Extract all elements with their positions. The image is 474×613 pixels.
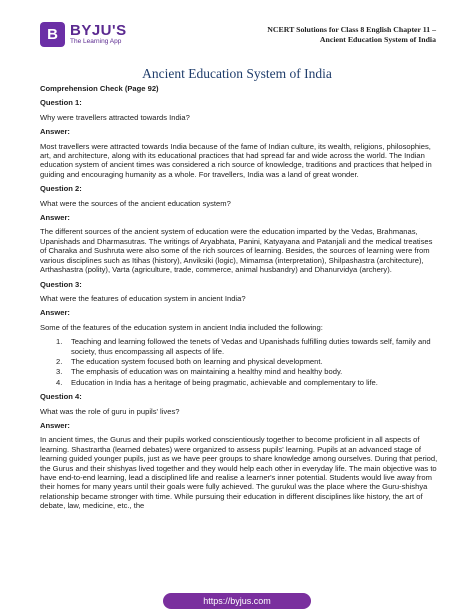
page-header — [0, 0, 474, 70]
document-body — [40, 84, 438, 511]
list-item-text: Education in India has a heritage of being pragmatic, achievable and complementary to life. — [71, 377, 378, 387]
header-title-line-2: Ancient Education System of India — [319, 35, 436, 44]
header-chapter-title — [267, 25, 436, 45]
answer-1-text: Most travellers were attracted towards India because of the fame of Indian culture, its wealth, religions, philosophies, art, and architecture, along with its educational practices that had spread far and wide across the world. The Indian education system of ancient times was considered a rich source of knowledge, traditions and practices that helped in guiding and encouraging humanity as a whole. For travellers, India was a land of great wonder. — [40, 141, 432, 179]
section-heading: Comprehension Check (Page 92) — [40, 84, 159, 93]
list-item-number: 1. — [56, 337, 63, 347]
answer-4-label: Answer: — [40, 420, 70, 430]
list-item — [40, 378, 438, 387]
question-2-label: Question 2: — [40, 184, 82, 194]
answer-3-label: Answer: — [40, 308, 70, 318]
answer-3-text: Some of the features of the education system in ancient India included the following: — [40, 322, 323, 332]
answer-4-text: In ancient times, the Gurus and their pupils worked conscientiously together to become proficient in all aspects of learning. Shastrartha (learned debates) were organized to assess pupils' learning. Pupils at an advanced stage of learning guided younger pupils, just as we have peer groups to share knowledge among ourselves. During that period, the Gurus and their shishyas lived together and they would help each other in everyday life. The main objective was to have end-to-end learning, lead a disciplined life and realise a learner's inner potential. Students would live away from their homes for many years until their goals were fully achieved. The gurukul was the place where the Guru-shishya relationship became stronger with time. While pursuing their education in different disciplines like history, the art of debate, law, medicine, etc., the — [40, 435, 438, 511]
list-item-number: 2. — [56, 356, 63, 366]
question-1-label: Question 1: — [40, 98, 82, 108]
answer-1-label: Answer: — [40, 127, 70, 137]
header-title-line-1: NCERT Solutions for Class 8 English Chapter 11 – — [267, 25, 436, 34]
logo-tagline: The Learning App — [70, 38, 122, 46]
list-item — [40, 337, 438, 356]
logo-text — [70, 23, 127, 46]
features-list — [40, 337, 438, 387]
list-item — [40, 357, 438, 366]
question-4-label: Question 4: — [40, 392, 82, 402]
logo-brand-name: BYJU'S — [70, 22, 127, 40]
list-item-text: The education system focused both on learning and physical development. — [71, 356, 323, 366]
list-item-number: 3. — [56, 367, 63, 377]
byjus-logo[interactable] — [40, 22, 127, 47]
question-4-text: What was the role of guru in pupils' lives? — [40, 406, 180, 416]
list-item — [40, 367, 438, 376]
footer-website-link[interactable]: https://byjus.com — [163, 593, 311, 609]
list-item-text: The emphasis of education was on maintaining a healthy mind and healthy body. — [71, 367, 343, 377]
list-item-number: 4. — [56, 377, 63, 387]
question-1-text: Why were travellers attracted towards India? — [40, 112, 190, 122]
list-item-text: Teaching and learning followed the tenets of Vedas and Upanishads fulfilling duties towards self, family and society, thus encompassing all aspects of life. — [71, 337, 431, 356]
logo-badge-icon: B — [40, 22, 65, 47]
question-3-text: What were the features of education system in ancient India? — [40, 293, 246, 303]
document-title: Ancient Education System of India — [142, 66, 332, 81]
answer-2-text: The different sources of the ancient system of education were the education imparted by the Vedas, Brahmanas, Upanishads and Dharmasutras. The writings of Aryabhata, Panini, Katyayana and Patanjali and the medical treatises of Charaka and Sushruta were also some of the rich sources of learning. Besides, the sources of learning were from various disciplines such as Itihas (history), Anviksiki (logic), Mimamsa (interpretation), Shilpashastra (architecture), Arthashastra (polity), Varta (agriculture, trade, commerce, animal husbandry) and Dhanurvidya (archery). — [40, 227, 433, 275]
page-footer — [0, 593, 474, 609]
question-3-label: Question 3: — [40, 279, 82, 289]
question-2-text: What were the sources of the ancient education system? — [40, 198, 231, 208]
answer-2-label: Answer: — [40, 213, 70, 223]
